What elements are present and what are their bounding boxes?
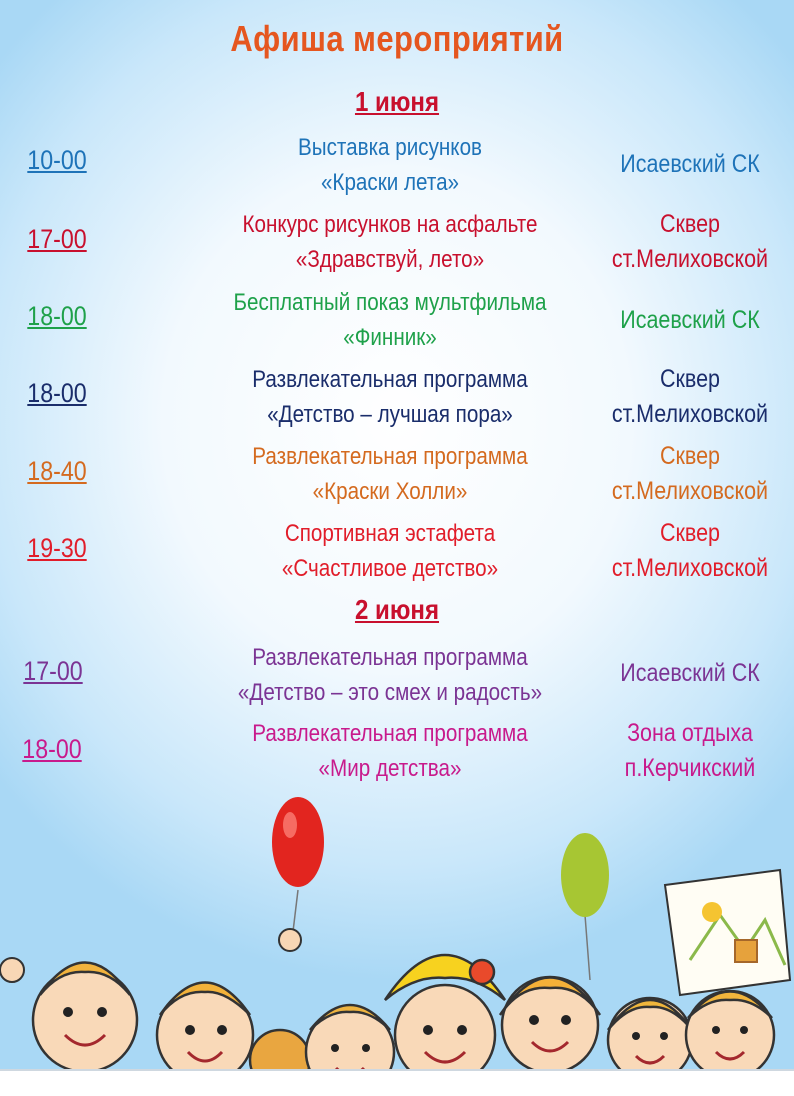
event-title: Спортивная эстафета «Счастливое детство» [281, 520, 499, 582]
child-face-icon [502, 977, 598, 1073]
event-title: Выставка рисунков «Краски лета» [297, 134, 483, 196]
event-place: Зона отдыха п.Керчикский [624, 719, 756, 782]
event-place: Сквер ст.Мелиховской [611, 210, 769, 273]
event-title: Конкурс рисунков на асфальте «Здравствуй, лето» [242, 211, 538, 273]
event-place: Исаевский СК [620, 659, 760, 687]
event-title: Развлекательная программа «Детство – лучшая пора» [252, 366, 528, 428]
event-time: 18-00 [22, 734, 82, 764]
event-place: Исаевский СК [620, 306, 760, 334]
children-illustration [0, 790, 794, 1096]
date-heading-1: 1 июня [354, 86, 440, 117]
hand-icon [0, 958, 24, 982]
green-balloon-icon [561, 833, 609, 917]
event-time: 19-30 [27, 533, 87, 563]
event-time: 18-40 [27, 456, 87, 486]
event-title: Бесплатный показ мультфильма «Финник» [233, 289, 547, 351]
event-time: 10-00 [27, 145, 87, 175]
balloon-string [585, 915, 590, 980]
event-place: Сквер ст.Мелиховской [611, 442, 769, 505]
event-place: Сквер ст.Мелиховской [611, 365, 769, 428]
event-time: 17-00 [23, 656, 83, 686]
event-time: 18-00 [27, 378, 87, 408]
date-heading-2: 2 июня [354, 594, 440, 625]
event-title: Развлекательная программа «Краски Холли» [252, 443, 528, 505]
event-place: Сквер ст.Мелиховской [611, 519, 769, 582]
hand-icon [279, 929, 301, 951]
event-title: Развлекательная программа «Мир детства» [252, 720, 528, 782]
event-place: Исаевский СК [620, 150, 760, 178]
event-time: 17-00 [27, 224, 87, 254]
page-title: Афиша мероприятий [230, 18, 564, 59]
event-title: Развлекательная программа «Детство – это смех и радость» [237, 644, 543, 706]
wall-ledge [0, 1070, 794, 1096]
red-balloon-icon [272, 797, 324, 887]
event-time: 18-00 [27, 301, 87, 331]
